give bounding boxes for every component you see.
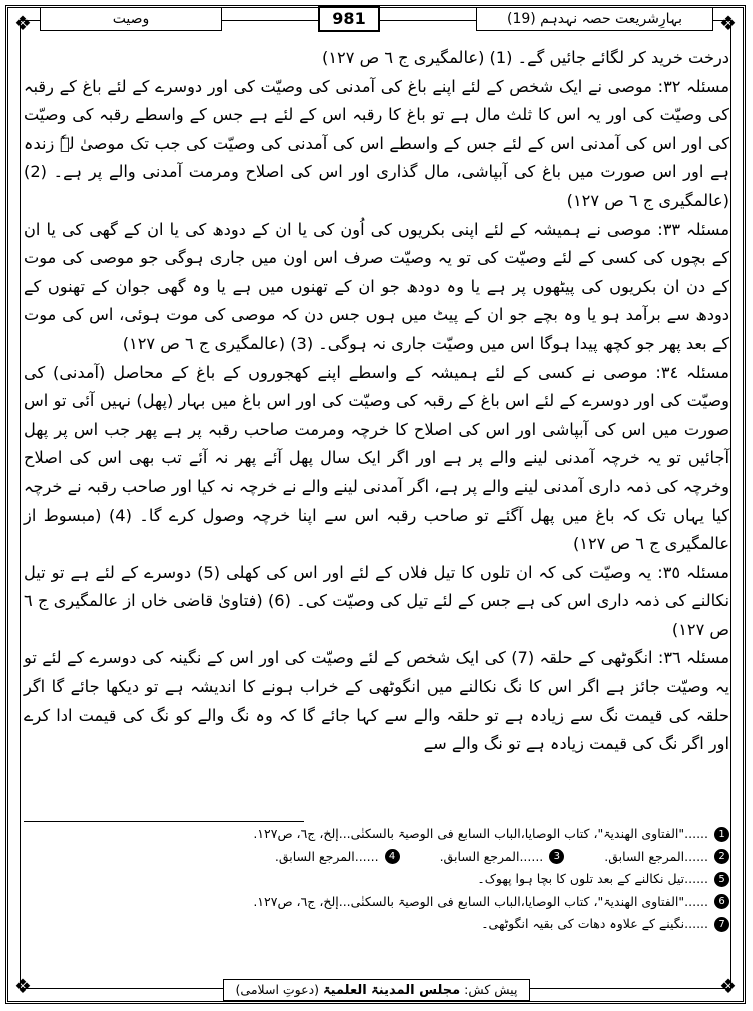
masala-34: مسئلہ ٣٤: موصی نے کسی کے لئے ہمیشہ کے واسطے اپنے کھجوروں کے باغ کے محاصل (آمدنی) کی وصیّت کی اور دوسرے کے لئے اس باغ کے رقبہ کی وصیّت کی اور اس باغ میں بہار (پھل) نہیں آئی تو اس صورت میں اس کی آبپاشی اور اس کی اصلاح کا خرچہ ومرمت صاحب رقبہ پر ہے پھر جب اس پر پھل آجائیں تو یہ خرچہ آمدنی لینے والے پر ہے اور اگر ایک سال پھل آئے پھر نہ آئے تب بھی اس کی اصلاح وخرچہ کی ذمہ داری آمدنی لینے والے پر ہے، اگر آمدنی لینے والے نے خرچہ نہ کیا اور صاحب رقبہ نے خرچہ کیا یہاں تک کہ باغ میں پھل آگئے تو صاحب رقبہ اس سے اپنا خرچہ وصول کرے گا۔ (4) (مبسوط از عالمگیری ج ٦ ص ١٢٧) <box>24 362 729 554</box>
corner-ornament-icon: ❖ <box>14 11 32 35</box>
footnote-number: 5 <box>714 872 729 887</box>
footnote-text: ......"الفتاوی الھندیۃ"، کتاب الوصایا،الباب السابع فی الوصیۃ بالسکنٰی...إلخ، ج٦، ص١٢٧. <box>253 826 708 841</box>
corner-ornament-icon: ❖ <box>719 11 737 35</box>
publisher-box <box>223 979 531 1001</box>
main-text <box>24 44 729 759</box>
footnote-text: ......المرجع السابق. <box>274 848 379 864</box>
footnote-7 <box>24 913 729 936</box>
paragraph-1: درخت خرید کر لگائے جائیں گے۔ (1) (عالمگیری ج ٦ ص ١٢٧) <box>322 48 729 67</box>
corner-ornament-icon: ❖ <box>14 974 32 998</box>
page-header <box>40 6 713 32</box>
footnote-number: 2 <box>714 849 729 864</box>
footnote-1 <box>24 823 729 846</box>
footnote-number: 6 <box>714 894 729 909</box>
masala-32: مسئلہ ٣٢: موصی نے ایک شخص کے لئے اپنے باغ کی آمدنی کی وصیّت کی اور دوسرے کے لئے باغ کے رقبہ کی وصیّت کی اور یہ اس کا ثلث مال ہے تو باغ کا رقبہ اس کے لئے ہے جس کے واسطے رقبہ کی وصیّت کی اور اس کی آمدنی اس کے لئے جس کے واسطے اس کی آمدنی کی وصیّت کی جب تک موصیٰ لہٗ زندہ ہے اور اس صورت میں باغ کی آبپاشی، مال گذاری اور اس کی اصلاح ومرمت آمدنی والے پر ہے۔ (2) (عالمگیری ج ٦ ص ١٢٧) <box>24 76 729 210</box>
footnotes <box>24 823 729 936</box>
chapter-title: وصیت <box>40 7 222 31</box>
footnote-5 <box>24 868 729 891</box>
page-number: 981 <box>318 6 379 32</box>
footer-suffix: (دعوتِ اسلامی) <box>235 982 320 997</box>
masala-33: مسئلہ ٣٣: موصی نے ہمیشہ کے لئے اپنی بکریوں کی اُون کی یا ان کے دودھ کی یا ان کے گھی کی یا ان کے بچوں کی کسی کے لئے وصیّت کی تو یہ وصیّت صرف اس اون میں جاری ہوگی جو موصی کی موت کے دن ان بکریوں کی پیٹھوں پر ہے یا وہ دودھ جو ان کے تھنوں میں ہے یا وہ گھی جوان کے تھنوں کے دودھ سے برآمد ہو یا وہ بچے جو ان کے پیٹ میں ہوں جس دن کہ موصی کی موت ہوئی، اس کی موت کے بعد پھر جو کچھ پیدا ہوگا اس میں وصیّت جاری نہ ہوگی۔ (3) (عالمگیری ج ٦ ص ١٢٧) <box>24 219 729 353</box>
footnote-2-4 <box>24 846 729 869</box>
book-title: بہارِشریعت حصہ نہدہم (19) <box>476 7 713 31</box>
footnote-divider <box>24 821 304 822</box>
corner-ornament-icon: ❖ <box>719 974 737 998</box>
publisher-name: مجلس المدینۃ العلمیۃ <box>323 983 461 998</box>
footnote-text: ......نگینے کے علاوہ دھات کی بقیہ انگوٹھی۔ <box>481 916 708 931</box>
footnote-number: 7 <box>714 917 729 932</box>
footnote-text: ......المرجع السابق. <box>604 848 708 864</box>
footnote-text: ......"الفتاوی الھندیۃ"، کتاب الوصایا،الباب السابع فی الوصیۃ بالسکنٰی...إلخ، ج٦، ص١٢٧. <box>253 893 708 909</box>
footer-prefix: پیش کش: <box>464 982 518 997</box>
masala-36: مسئلہ ٣٦: انگوٹھی کے حلقہ (7) کی ایک شخص کے لئے وصیّت کی اور اس کے نگینہ کی دوسرے کے لئے تو یہ وصیّت جائز ہے اگر اس کا نگ نکالنے میں انگوٹھی کے خراب ہونے کا اندیشہ ہے تو دیکھا جائے گا اگر حلقہ کی قیمت نگ سے زیادہ ہے تو حلقہ والے سے کہا جائے گا کہ وہ نگ والے کو نگ کی قیمت ادا کرے اور اگر نگ کی قیمت زیادہ ہے تو نگ والے سے <box>24 648 729 754</box>
footnote-number: 4 <box>385 849 400 864</box>
page-footer <box>0 979 753 1001</box>
footnote-number: 3 <box>549 849 564 864</box>
footnote-6 <box>24 891 729 914</box>
footnote-number: 1 <box>714 827 729 842</box>
footnote-text: ......المرجع السابق. <box>439 848 544 864</box>
masala-35: مسئلہ ٣٥: یہ وصیّت کی کہ ان تلوں کا تیل فلاں کے لئے اور اس کی کھلی (5) دوسرے کے لئے ہے تو تیل نکالنے کی ذمہ داری اس کی ہے جس کے لئے تیل کی وصیّت کی۔ (6) (فتاویٰ قاضی خاں از عالمگیری ج ٦ ص ١٢٧) <box>24 562 729 639</box>
footnote-text: ......تیل نکالنے کے بعد تلوں کا بچا ہوا پھوک۔ <box>477 871 708 886</box>
